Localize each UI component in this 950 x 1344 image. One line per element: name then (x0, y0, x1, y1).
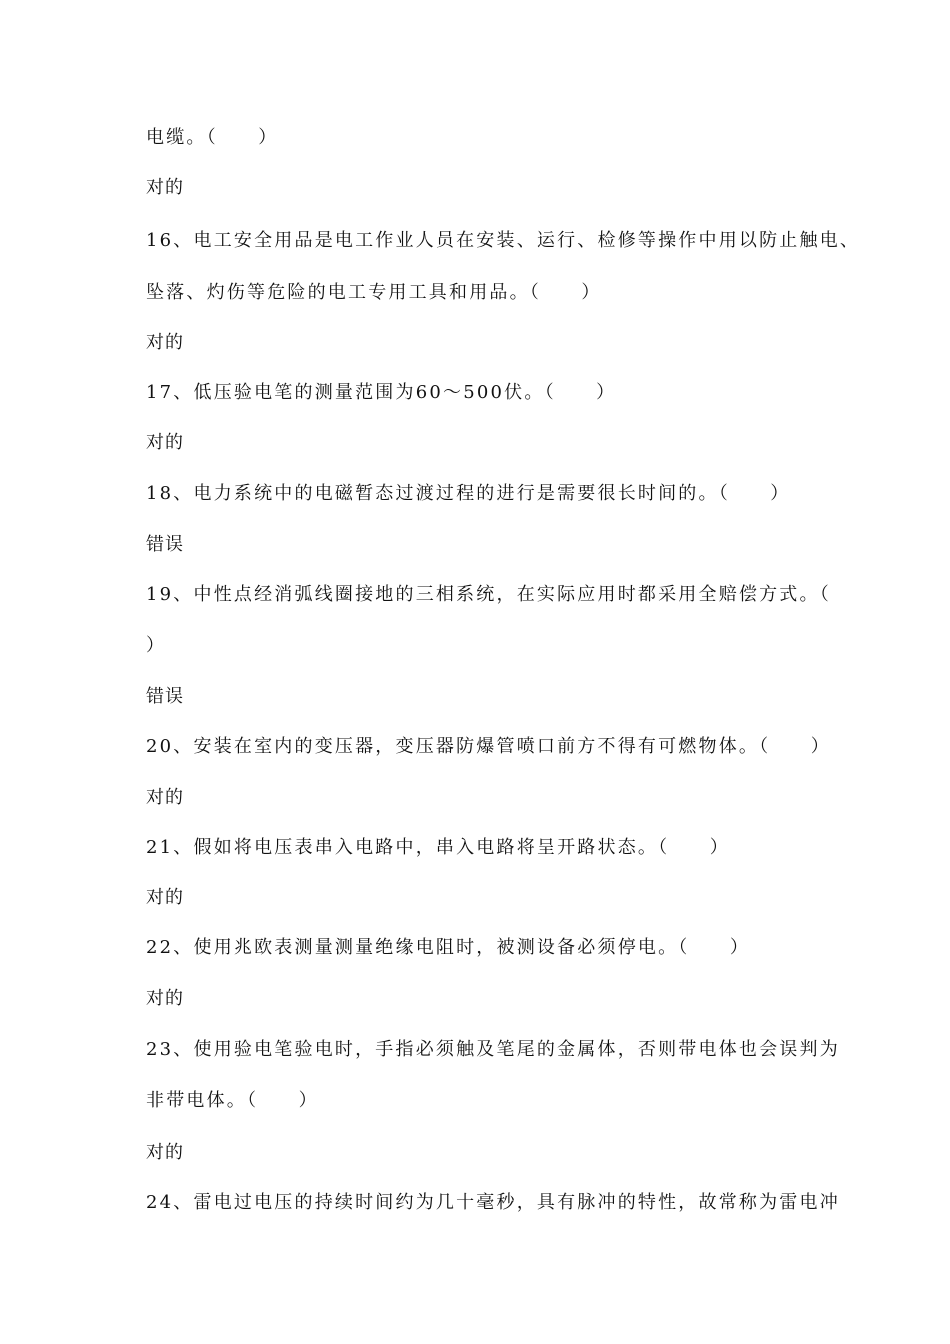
question-line: 17、低压验电笔的测量范围为60～500伏。（ ） (146, 382, 617, 403)
text-line: 非带电体。（ ） (146, 1090, 319, 1111)
text-line: 电缆。（ ） (146, 127, 279, 148)
answer-line: 错误 (146, 686, 184, 707)
answer-line: 对的 (146, 1142, 184, 1163)
answer-line: 对的 (146, 787, 184, 808)
question-line: 19、中性点经消弧线圈接地的三相系统，在实际应用时都采用全赔偿方式。（ (146, 584, 831, 605)
question-line: 16、电工安全用品是电工作业人员在安装、运行、检修等操作中用以防止触电、 (146, 230, 861, 251)
question-line: 24、雷电过电压的持续时间约为几十毫秒，具有脉冲的特性，故常称为雷电冲 (146, 1192, 840, 1213)
answer-line: 对的 (146, 332, 184, 353)
question-line: 23、使用验电笔验电时，手指必须触及笔尾的金属体，否则带电体也会误判为 (146, 1039, 840, 1060)
answer-line: 对的 (146, 432, 184, 453)
answer-line: 对的 (146, 988, 184, 1009)
text-line: 坠落、灼伤等危险的电工专用工具和用品。（ ） (146, 282, 602, 303)
answer-line: 对的 (146, 887, 184, 908)
answer-line: 对的 (146, 177, 184, 198)
question-line: 18、电力系统中的电磁暂态过渡过程的进行是需要很长时间的。（ ） (146, 483, 791, 504)
question-line: 21、假如将电压表串入电路中，串入电路将呈开路状态。（ ） (146, 837, 730, 858)
question-line: 22、使用兆欧表测量测量绝缘电阻时，被测设备必须停电。（ ） (146, 937, 751, 958)
text-line: ） (146, 635, 167, 656)
answer-line: 错误 (146, 534, 184, 555)
question-line: 20、安装在室内的变压器，变压器防爆管喷口前方不得有可燃物体。（ ） (146, 736, 831, 757)
